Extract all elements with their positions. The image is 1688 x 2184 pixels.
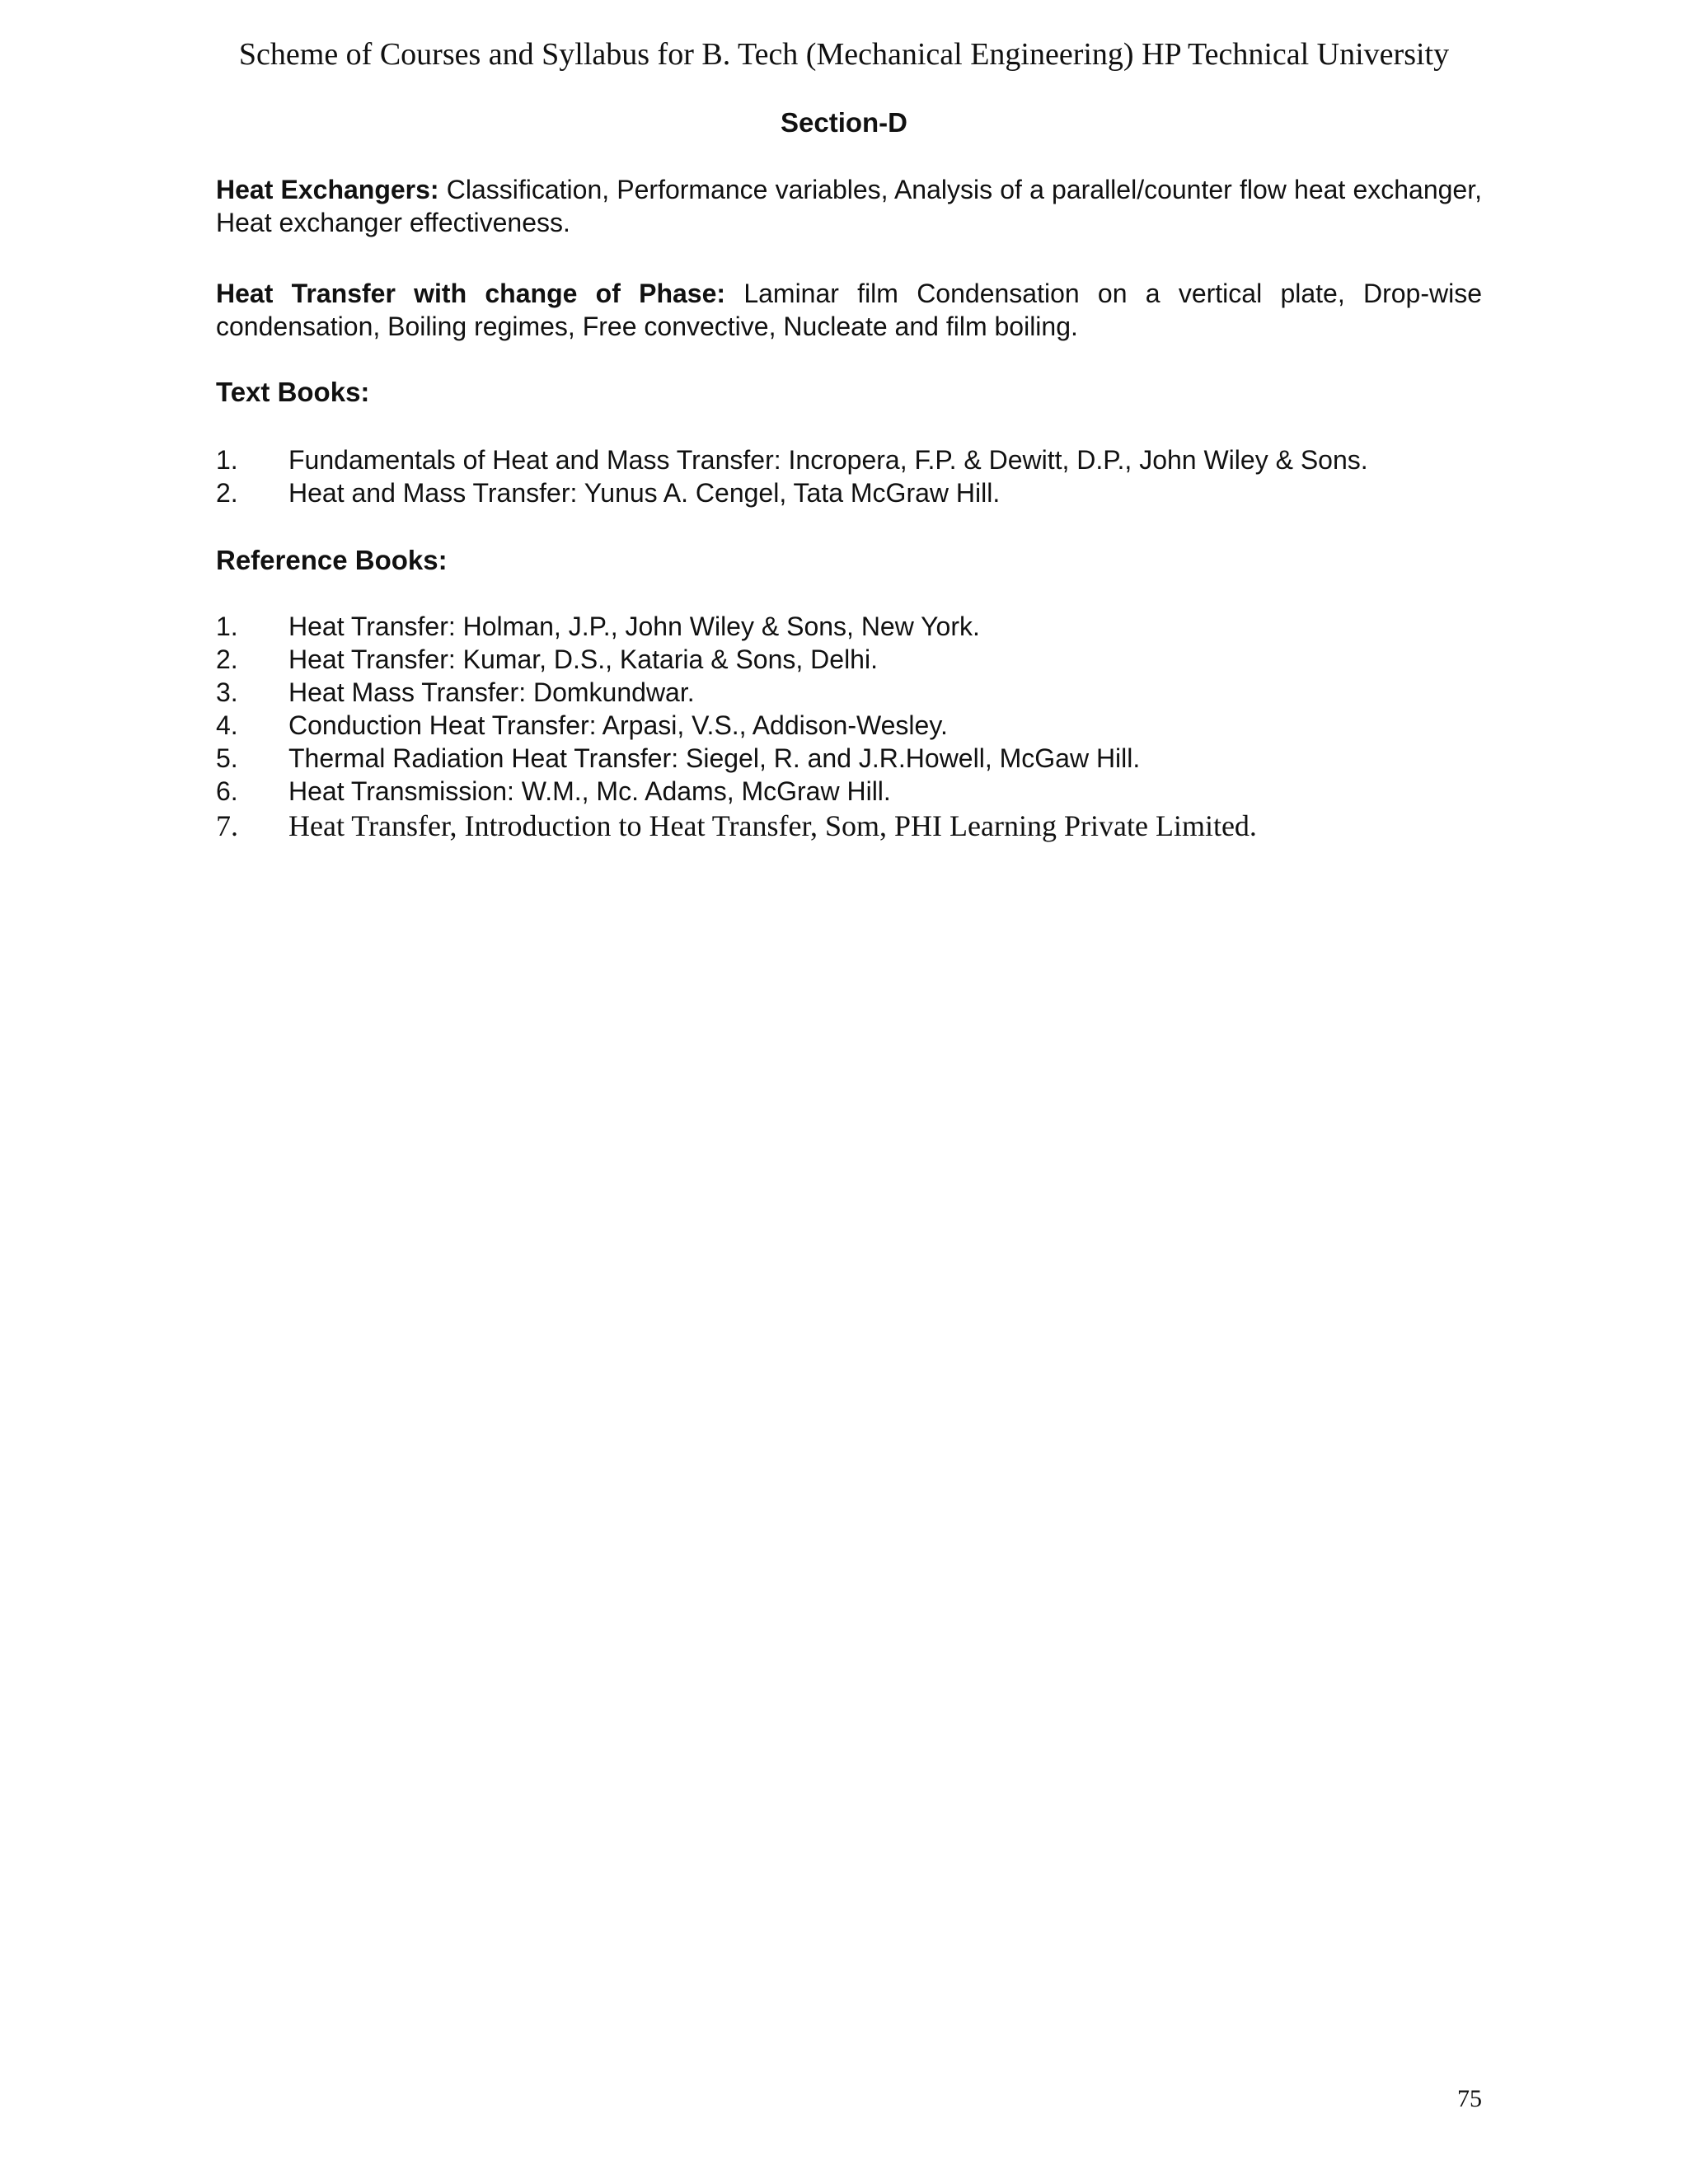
list-item [216,610,1482,643]
list-item-number: 1. [216,612,238,641]
list-item [216,709,1482,742]
list-item-number: 4. [216,710,238,740]
paragraph-label: Heat Transfer with change of Phase: [216,279,726,308]
list-item-text: Heat Transfer, Introduction to Heat Transfer, Som, PHI Learning Private Limited. [288,809,1257,842]
reference-books-list [216,610,1482,844]
list-item [216,808,1482,844]
list-item [216,676,1482,709]
list-item-text: Heat Mass Transfer: Domkundwar. [288,677,695,707]
list-item-number: 3. [216,677,238,707]
list-item-text: Heat Transmission: W.M., Mc. Adams, McGraw Hill. [288,776,891,806]
list-item-number: 2. [216,644,238,674]
list-item-number: 5. [216,743,238,773]
list-item-text: Fundamentals of Heat and Mass Transfer: Incropera, F.P. & Dewitt, D.P., John Wiley & Sons. [288,445,1368,475]
list-item-text: Heat and Mass Transfer: Yunus A. Cengel, Tata McGraw Hill. [288,478,1001,508]
page-number: 75 [1457,2085,1482,2112]
list-item-text: Conduction Heat Transfer: Arpasi, V.S., Addison-Wesley. [288,710,948,740]
section-title: Section-D [780,107,907,138]
list-item-number: 7. [216,809,238,842]
list-item-text: Thermal Radiation Heat Transfer: Siegel, R. and J.R.Howell, McGaw Hill. [288,743,1141,773]
list-item [216,742,1482,775]
list-item-number: 2. [216,478,238,508]
phase-change-paragraph [216,277,1482,343]
list-item [216,476,1482,509]
page-header: Scheme of Courses and Syllabus for B. Tech (Mechanical Engineering) HP Technical University [238,37,1450,72]
paragraph-label: Heat Exchangers: [216,175,439,204]
text-books-heading: Text Books: [216,377,370,407]
list-item-text: Heat Transfer: Holman, J.P., John Wiley & Sons, New York. [288,612,980,641]
text-books-list [216,443,1482,509]
paragraph-text: Laminar film Condensation on a vertical plate, Drop-wise condensation, Boiling regimes, Free convective, Nucleate and film boiling. [216,279,1483,341]
list-item-text: Heat Transfer: Kumar, D.S., Kataria & Sons, Delhi. [288,644,878,674]
list-item [216,643,1482,676]
reference-books-heading: Reference Books: [216,545,448,575]
paragraph-text: Classification, Performance variables, Analysis of a parallel/counter flow heat exchanger, Heat exchanger effectiveness. [216,175,1483,237]
list-item-number: 1. [216,445,238,475]
list-item [216,775,1482,808]
heat-exchangers-paragraph [216,173,1482,239]
list-item-number: 6. [216,776,238,806]
list-item [216,443,1482,476]
